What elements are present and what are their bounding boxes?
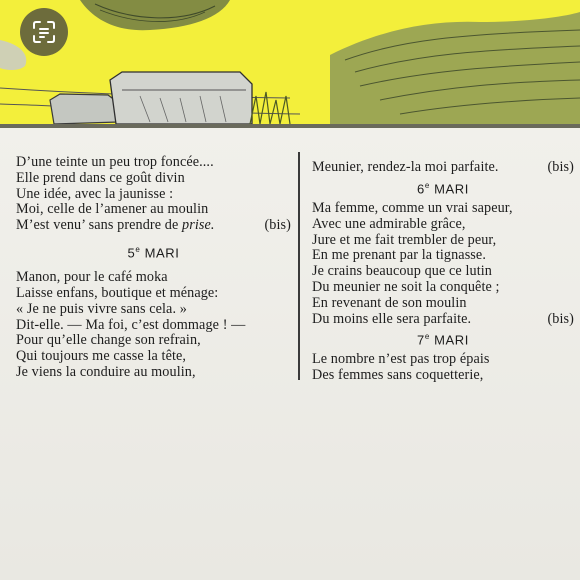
verse-line: Avec une admirable grâce, [312,215,466,232]
left-column [16,155,291,381]
emphasized-word: prise. [182,217,215,234]
bis-marker: (bis) [264,217,291,234]
verse-line: Elle prend dans ce goût divin [16,169,185,186]
bis-marker: (bis) [547,159,574,175]
verse-line: En revenant de son moulin [312,294,467,311]
verse-line-with-bis [312,160,574,176]
verse-line: D’une teinte un peu trop foncée.... [16,154,214,170]
verse-line: Ma femme, comme un vrai sapeur, [312,199,513,216]
verse-line: En me prenant par la tignasse. [312,247,486,264]
verse-line: Manon, pour le café moka [16,269,168,286]
verse-text: M’est venu’ sans prendre de prise. [16,217,215,234]
column-divider [298,152,300,380]
verse-line: Des femmes sans coquetterie, [312,367,484,384]
section-heading-7: 7e MARI [416,332,470,348]
verse-line: Laisse enfans, boutique et ménage: [16,284,219,301]
bis-marker: (bis) [547,310,574,327]
verse-line-with-bis [16,218,291,234]
yellow-landscape-illustration [0,0,580,128]
section-heading-6: 6e MARI [416,180,470,197]
google-lens-icon[interactable] [20,8,68,56]
verse-line: Moi, celle de l’amener au moulin [16,201,209,218]
verse-line-with-bis [312,312,574,328]
verse-line: « Je ne puis vivre sans cela. » [16,300,187,317]
verse-line: Je viens la conduire au moulin, [16,363,196,380]
section-heading-5: 5e MARI [127,244,180,261]
verse-text: Du moins elle sera parfaite. [312,310,472,327]
lens-glyph-icon [31,19,57,45]
verse-line: Dit-elle. — Ma foi, c’est dommage ! — [16,316,246,333]
verse-line: Du meunier ne soit la conquête ; [312,278,500,295]
verse-line: Je crains beaucoup que ce lutin [312,263,492,280]
verse-line: Une idée, avec la jaunisse : [16,185,174,202]
landscape-engraving [0,0,580,128]
right-column [312,160,574,384]
verse-line: Qui toujours me casse la tête, [16,348,187,365]
verse-line: Pour qu’elle change son refrain, [16,332,201,349]
verse-line: Jure et me fait trembler de peur, [312,231,497,248]
verse-text: Meunier, rendez-la moi parfaite. [312,159,499,175]
verse-line: Le nombre n’est pas trop épais [312,351,490,368]
